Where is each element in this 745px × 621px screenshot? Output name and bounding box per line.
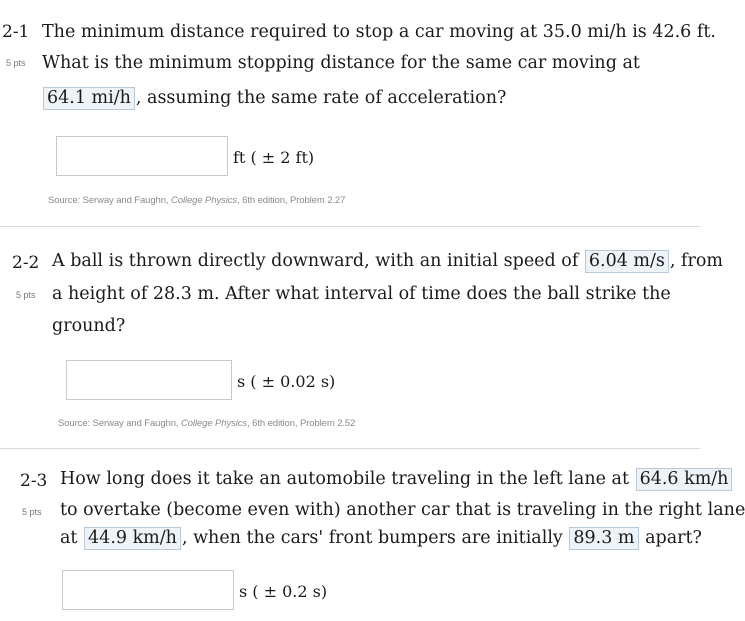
question-text: apart? (639, 528, 702, 548)
source-citation (48, 195, 345, 206)
question-text: How long does it take an automobile traveling in the left lane at (60, 469, 629, 489)
given-value-speed: 6.04 m/s (585, 250, 669, 273)
points-label: 5 pts (16, 290, 36, 300)
question-line-2: a height of 28.3 m. After what interval of time does the ball strike the (52, 284, 671, 304)
source-prefix: Source: Serway and Faughn, (58, 418, 181, 429)
question-line-1 (60, 468, 733, 491)
given-value-speed-right: 44.9 km/h (84, 527, 181, 550)
source-citation (58, 418, 355, 429)
unit-tolerance: s ( ± 0.2 s) (239, 582, 328, 601)
answer-input[interactable] (56, 136, 228, 176)
points-label: 5 pts (6, 58, 26, 68)
divider (0, 448, 700, 449)
question-text: at (60, 528, 78, 548)
question-line-3 (42, 87, 506, 110)
points-label: 5 pts (22, 507, 42, 517)
question-line-2: to overtake (become even with) another car that is traveling in the right lane (60, 500, 745, 520)
question-text: A ball is thrown directly downward, with an initial speed of (52, 251, 579, 271)
unit-tolerance: ft ( ± 2 ft) (233, 148, 315, 167)
source-suffix: , 6th edition, Problem 2.52 (247, 418, 356, 429)
given-value-speed: 64.1 mi/h (43, 87, 135, 110)
given-value-distance: 89.3 m (569, 527, 638, 550)
question-text: , assuming the same rate of acceleration? (135, 88, 507, 108)
question-line-3: ground? (52, 316, 126, 336)
source-book: College Physics (171, 195, 238, 206)
source-prefix: Source: Serway and Faughn, (48, 195, 171, 206)
question-line-1: The minimum distance required to stop a car moving at 35.0 mi/h is 42.6 ft. (42, 22, 716, 42)
divider (0, 226, 700, 227)
answer-input[interactable] (66, 360, 232, 400)
question-text: , from (669, 251, 724, 271)
question-line-2: What is the minimum stopping distance for the same car moving at (42, 53, 640, 73)
question-line-1 (52, 250, 723, 273)
problem-number: 2-1 (2, 22, 30, 42)
answer-input[interactable] (62, 570, 234, 610)
unit-tolerance: s ( ± 0.02 s) (237, 372, 336, 391)
question-text: , when the cars' front bumpers are initially (181, 528, 563, 548)
source-book: College Physics (181, 418, 248, 429)
question-line-3 (60, 527, 702, 550)
problem-number: 2-3 (20, 471, 48, 491)
given-value-speed-left: 64.6 km/h (636, 468, 733, 491)
problem-number: 2-2 (12, 253, 40, 273)
source-suffix: , 6th edition, Problem 2.27 (237, 195, 346, 206)
